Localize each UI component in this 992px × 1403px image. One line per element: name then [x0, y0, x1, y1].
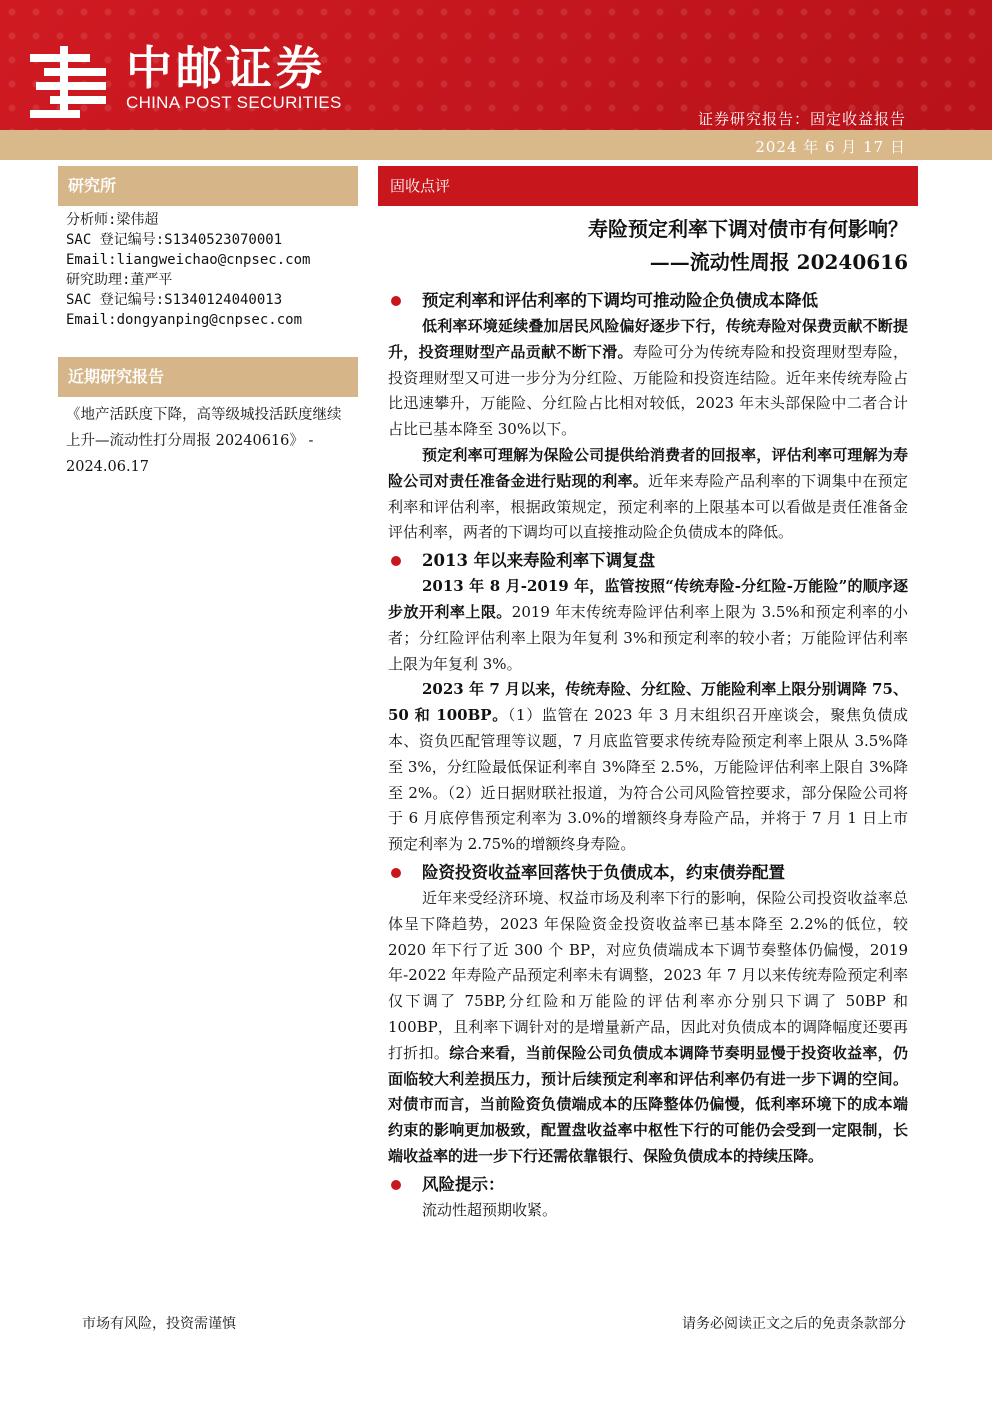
- bullet-heading: [388, 1172, 908, 1198]
- report-type: 证券研究报告：固定收益报告: [697, 110, 906, 128]
- brand-name-cn: 中邮证券: [126, 41, 326, 95]
- china-post-logo-icon: [30, 46, 114, 126]
- heading-text: 风险提示：: [422, 1174, 505, 1194]
- analyst-email: Email:liangweichao@cnpsec.com: [66, 252, 311, 268]
- paragraph-text: 2019 年末传统寿险评估利率上限为 3.5%和预定利率的小者；分红险评估利率上限为年复利 3%和预定利率的较小者；万能险评估利率上限为年复利 3%。: [388, 602, 908, 673]
- bullet-dot-icon: [391, 1180, 401, 1190]
- footer-disclaimer-left: 市场有风险，投资需谨慎: [82, 1316, 236, 1332]
- heading-text: 2013 年以来寿险利率下调复盘: [422, 551, 656, 571]
- report-title: 寿险预定利率下调对债市有何影响？: [588, 217, 908, 241]
- paragraph-text: 寿险可分为传统寿险和投资理财型寿险，投资理财型又可进一步分为分红险、万能险和投资连结险。近年来传统寿险占比迅速攀升，万能险、分红险占比相对较低，2023 年末头部保险中二者合计占比已基本降至 30%以下。: [388, 342, 908, 439]
- paragraph: [388, 574, 908, 677]
- paragraph: [388, 1198, 908, 1224]
- analyst-sac: SAC 登记编号:S1340523070001: [66, 232, 283, 248]
- paragraph-bold: 预定利率可理解为保险公司提供给消费者的回报率，评估利率可理解为寿险公司对责任准备金进行贴现的利率。: [388, 445, 908, 490]
- paragraph-text: 近年来受经济环境、权益市场及利率下行的影响，保险公司投资收益率总体呈下降趋势，2023 年保险资金投资收益率已基本降至 2.2%的低位，较 2020 年下行了近 300 个 BP，对应负债端成本下调节奏整体仍偏慢，2019 年-2022 年寿险产品预定利率未有调整，2023 年 7 月以来传统寿险预定利率仅下调了 75BP,分红险和万能险的评估利率亦分别只下调了 50BP 和 100BP，且利率下调针对的是增量新产品，因此对负债成本的调降幅度还要再打折扣。: [388, 888, 908, 1062]
- heading-text: 预定利率和评估利率的下调均可推动险企负债成本降低: [422, 291, 818, 310]
- recent-report-link[interactable]: 《地产活跃度下降，高等级城投活跃度继续上升—流动性打分周报 20240616》 - 2024.06.17: [66, 407, 342, 475]
- assistant-name: 研究助理:董严平: [66, 272, 173, 288]
- paragraph-bold: 2013 年 8 月-2019 年，监管按照“传统寿险-分红险-万能险”的顺序逐步放开利率上限。: [388, 577, 908, 621]
- paragraph-bold: 低利率环境延续叠加居民风险偏好逐步下行，传统寿险对保费贡献不断提升，投资理财型产品贡献不断下滑。: [388, 317, 908, 361]
- paragraph: [388, 677, 908, 858]
- footer-disclaimer-right: 请务必阅读正文之后的免责条款部分: [682, 1316, 906, 1332]
- bullet-dot-icon: [391, 296, 401, 306]
- analyst-name: 分析师:梁伟超: [66, 212, 159, 228]
- paragraph-bold: 综合来看，当前保险公司负债成本调降节奏明显慢于投资收益率，仍面临较大利差损压力，预计后续预定利率和评估利率仍有进一步下调的空间。对债市而言，当前险资负债端成本的压降整体仍偏慢，低利率环境下的成本端约束的影响更加极致，配置盘收益率中枢性下行的可能仍会受到一定限制，长端收益率的进一步下行还需依靠银行、保险负债成本的持续压降。: [388, 1043, 908, 1165]
- paragraph-text: 近年来寿险产品利率的下调集中在预定利率和评估利率，根据政策规定，预定利率的上限基本可以看做是责任准备金评估利率，两者的下调均可以直接推动险企负债成本的降低。: [388, 471, 908, 542]
- date-band: [0, 130, 992, 160]
- bullet-heading: [388, 860, 908, 886]
- paragraph: [388, 314, 908, 443]
- report-date: 2024 年 6 月 17 日: [755, 138, 906, 156]
- paragraph-text: 流动性超预期收紧。: [422, 1200, 558, 1219]
- section-label: 固收点评: [378, 166, 918, 206]
- analyst-info: [66, 210, 356, 330]
- heading-text: 险资投资收益率回落快于负债成本，约束债券配置: [422, 862, 785, 882]
- header-banner: [0, 0, 992, 130]
- bullet-heading: [388, 288, 908, 314]
- assistant-email: Email:dongyanping@cnpsec.com: [66, 312, 303, 328]
- brand-name-en: CHINA POST SECURITIES: [126, 93, 342, 112]
- bullet-dot-icon: [391, 868, 401, 878]
- research-institute-heading: 研究所: [58, 166, 358, 206]
- assistant-sac: SAC 登记编号:S1340124040013: [66, 292, 283, 308]
- paragraph: [388, 886, 908, 1170]
- paragraph-text: （1）监管在 2023 年 3 月末组织召开座谈会，聚焦负债成本、资负匹配管理等议题，7 月底监管要求传统寿险预定利率上限从 3.5%降至 3%，分红险最低保证利率自 3%降至 2.5%，万能险评估利率上限自 3%降至 2%。（2）近日据财联社报道，为符合公司风险管控要求，部分保险公司将于 6 月底停售预定利率为 3.0%的增额终身寿险产品，并将于 7 月 1 日上市预定利率为 2.75%的增额终身寿险。: [388, 706, 908, 854]
- paragraph: [388, 443, 908, 546]
- bullet-heading: [388, 548, 908, 574]
- report-subtitle: ——流动性周报 20240616: [649, 250, 908, 274]
- main-content: [388, 286, 908, 1224]
- paragraph-bold: 2023 年 7 月以来，传统寿险、分红险、万能险利率上限分别调降 75、50 和 100BP。: [388, 680, 908, 725]
- bullet-dot-icon: [391, 556, 401, 566]
- recent-reports-heading: 近期研究报告: [58, 357, 358, 397]
